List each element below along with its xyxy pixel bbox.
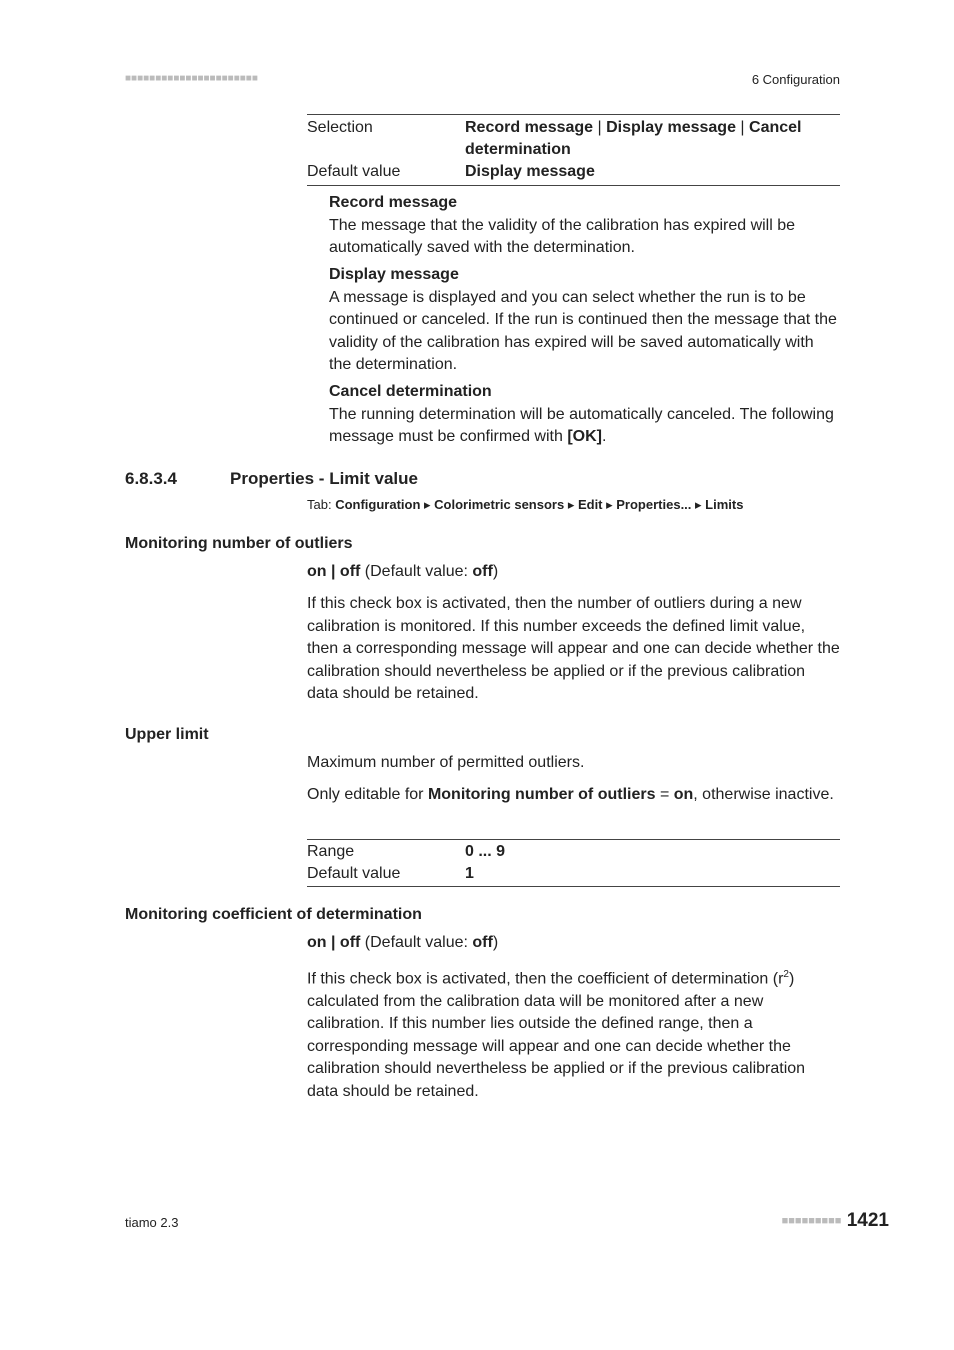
desc-before: If this check box is activated, then the coefficient of determination (r (307, 970, 784, 988)
editable-suffix: , otherwise inactive. (693, 786, 834, 803)
arrow-icon: ▸ (420, 497, 435, 512)
selection-table (307, 114, 840, 186)
option-text: A message is displayed and you can select whether the run is to be continued or canceled. If the run is continued then the message that the validity of the calibration has expired will be saved automatically with the determination. (329, 288, 837, 373)
selection-option-record: Record message (465, 119, 594, 136)
default-prefix: (Default value: (360, 934, 473, 951)
chapter-title: 6 Configuration (751, 72, 840, 87)
selection-key: Selection (307, 119, 373, 136)
option-title: Record message (329, 194, 458, 211)
separator: | (593, 119, 607, 136)
outliers-description: If this check box is activated, then the number of outliers during a new calibration is monitored. If this number exceeds the defined limit value, then a corresponding message will appear and one can decide whether the calibration should nevertheless be applied or if the previous calibration data should be retained. (307, 595, 840, 702)
onoff-values: on | off (307, 934, 361, 951)
tab-path-item: Limits (705, 497, 744, 512)
superscript: 2 (783, 969, 789, 980)
option-title: Display message (329, 266, 459, 283)
option-text-end: . (601, 428, 607, 445)
coefficient-description (307, 964, 840, 1103)
default-row (307, 161, 840, 183)
option-display (329, 264, 840, 377)
option-text-body: The running determination will be automatically canceled. The following message must be confirmed with (329, 405, 834, 445)
section-number: 6.8.3.4 (125, 469, 177, 488)
editable-on: on (673, 786, 694, 803)
range-row (307, 841, 840, 863)
range-value: 0 ... 9 (465, 843, 506, 860)
default-row (307, 863, 840, 885)
upper-limit-editable (307, 784, 840, 807)
page-number: 1421 (846, 1210, 889, 1231)
editable-prefix: Only editable for (307, 786, 428, 803)
default-key: Default value (307, 865, 401, 882)
editable-param: Monitoring number of outliers (427, 786, 656, 803)
selection-row (307, 117, 840, 161)
option-text (329, 404, 840, 449)
outliers-heading: Monitoring number of outliers (125, 535, 353, 552)
default-suffix: ) (492, 563, 499, 580)
separator: | (735, 119, 750, 136)
onoff-values: on | off (307, 563, 361, 580)
coefficient-onoff (307, 932, 840, 955)
desc-after: ) calculated from the calibration data will be monitored after a new calibration. If this number lies outside the defined range, then a corresponding message will appear and one can decide whether the calibration should nevertheless be applied or if the previous calibration data should be retained. (307, 970, 806, 1100)
default-prefix: (Default value: (360, 563, 473, 580)
editable-mid: = (655, 786, 674, 803)
upper-limit-heading: Upper limit (125, 726, 209, 743)
option-text: The message that the validity of the calibration has expired will be automatically saved with the determination. (329, 216, 796, 256)
selection-values (465, 117, 840, 161)
footer-marks: ■■■■■■■■■ (781, 1214, 842, 1227)
tab-prefix: Tab: (307, 497, 336, 512)
outliers-onoff (307, 561, 840, 584)
coefficient-heading: Monitoring coefficient of determination (125, 906, 422, 923)
ok-key: [OK] (567, 428, 602, 445)
arrow-icon: ▸ (602, 497, 617, 512)
upper-limit-description: Maximum number of permitted outliers. (307, 754, 585, 771)
range-key: Range (307, 843, 355, 860)
default-value: off (472, 934, 493, 951)
default-key: Default value (307, 163, 401, 180)
page-number-block (782, 1210, 889, 1232)
tab-path-item: Properties... (616, 497, 692, 512)
arrow-icon: ▸ (564, 497, 578, 512)
header-marks: ■■■■■■■■■■■■■■■■■■■■■■ (125, 73, 258, 84)
arrow-icon: ▸ (691, 497, 706, 512)
default-suffix: ) (492, 934, 499, 951)
upper-limit-table (307, 839, 840, 887)
default-value: 1 (465, 865, 474, 882)
option-cancel (329, 381, 840, 449)
product-version: tiamo 2.3 (125, 1215, 179, 1230)
tab-path-item: Configuration (335, 497, 421, 512)
tab-path (307, 497, 743, 513)
default-value: Display message (465, 163, 595, 180)
selection-option-cancel: Cancel determination (465, 119, 802, 158)
default-value: off (472, 563, 493, 580)
option-record (329, 192, 840, 260)
selection-option-display: Display message (606, 119, 736, 136)
tab-path-item: Edit (577, 497, 603, 512)
tab-path-item: Colorimetric sensors (434, 497, 565, 512)
section-title: Properties - Limit value (230, 469, 418, 488)
option-title: Cancel determination (329, 383, 492, 400)
